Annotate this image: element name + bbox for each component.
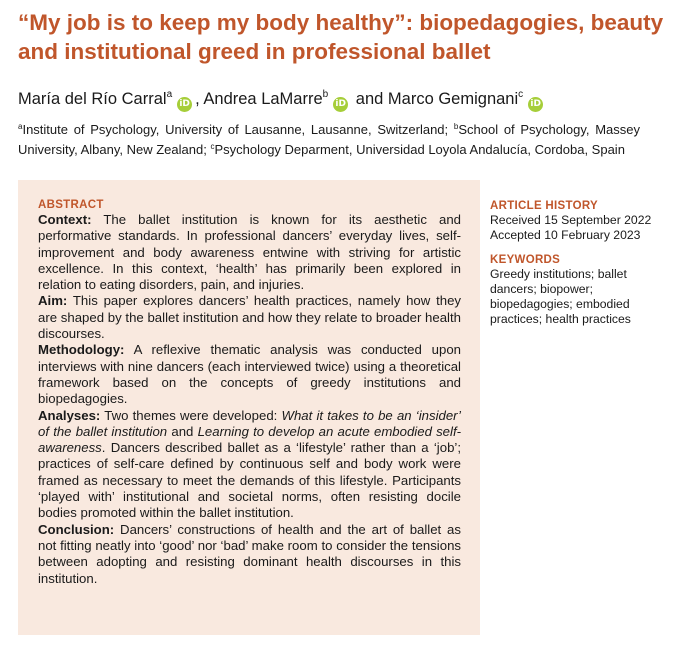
affiliation-marker: a [166, 89, 173, 100]
affiliation-marker: c [518, 89, 524, 100]
received-date: Received 15 September 2022 [490, 213, 652, 227]
affiliations [18, 118, 640, 158]
section-label: Conclusion: [38, 521, 115, 537]
section-label: Aim: [38, 293, 68, 309]
accepted-date: Accepted 10 February 2023 [490, 228, 641, 242]
article-sidebar [490, 200, 670, 327]
author-name: Andrea LaMarre [203, 90, 323, 108]
affiliation-text: School of Psychology, Massey University, Albany, New Zealand; [18, 122, 641, 157]
abstract-aim [38, 293, 461, 342]
article-history-heading: ARTICLE HISTORY [490, 200, 599, 212]
affiliation-marker: a [18, 122, 23, 131]
section-label: Analyses: [38, 407, 101, 423]
abstract-context [38, 212, 461, 293]
affiliation-marker: b [322, 89, 329, 100]
author-separator: and [355, 90, 384, 108]
section-text: The ballet institution is known for its aesthetic and performative standards. In professional dancers’ everyday lives, self-improvement and body awareness entwine with striving for artistic excellence. In this context, ‘health’ has primarily been explored in relation to eating disorders, pain, and injuries. [38, 212, 461, 293]
keywords-list: Greedy institutions; ballet dancers; biopower; biopedagogies; embodied practices; health practices [490, 267, 631, 326]
abstract-box [18, 180, 480, 635]
section-text: A reflexive thematic analysis was conducted upon interviews with nine dancers (each interviewed twice) using a theoretical framework based on the concepts of greedy institutions and biopedagogies. [38, 342, 462, 407]
section-text: . Dancers described ballet as a ‘lifestyle’ rather than a ‘job’; practices of self-care defined by continuous self and body work were framed as necessary to meet the demands of this lifestyle. Participants ‘played with’ institutional and societal norms, often resisting docile bodies promoted within the ballet institution. [38, 440, 461, 521]
orcid-icon[interactable]: iD [177, 97, 192, 112]
affiliation-text: Institute of Psychology, University of Lausanne, Lausanne, Switzerland; [22, 122, 449, 137]
section-text: This paper explores dancers’ health practices, namely how they are shaped by the ballet institution and how they relate to broader health discourses. [38, 293, 461, 342]
abstract-heading: ABSTRACT [38, 199, 104, 211]
abstract-analyses [38, 408, 461, 522]
abstract-body [38, 212, 461, 587]
author-name: María del Río Carral [18, 90, 167, 108]
affiliation-marker: b [453, 122, 459, 131]
theme-one: What it takes to be an ‘insider’ of the ballet institution [38, 407, 461, 439]
section-text: and [171, 423, 194, 439]
affiliation-marker: c [210, 142, 215, 151]
section-label: Context: [38, 212, 92, 227]
section-text: Dancers’ constructions of health and the art of ballet as not fitting neatly into ‘good’ nor ‘bad’ make room to consider the tensions between adopting and resisting dominant health discourses in this institution. [38, 521, 461, 586]
section-text: Two themes were developed: [104, 407, 278, 423]
abstract-conclusion [38, 522, 461, 587]
orcid-icon[interactable]: iD [333, 97, 348, 112]
author-separator: , [195, 90, 200, 108]
article-title: “My job is to keep my body healthy”: biopedagogies, beauty and institutional greed in professional ballet [18, 10, 664, 64]
author-name: Marco Gemignani [387, 90, 519, 108]
author-list [18, 84, 546, 112]
abstract-methodology [38, 342, 461, 407]
keywords-heading: KEYWORDS [490, 254, 561, 266]
orcid-icon[interactable]: iD [528, 97, 543, 112]
affiliation-text: Psychology Deparment, Universidad Loyola Andalucía, Cordoba, Spain [214, 142, 625, 157]
section-label: Methodology: [38, 342, 125, 358]
theme-two: Learning to develop an acute embodied self-awareness [38, 423, 462, 456]
